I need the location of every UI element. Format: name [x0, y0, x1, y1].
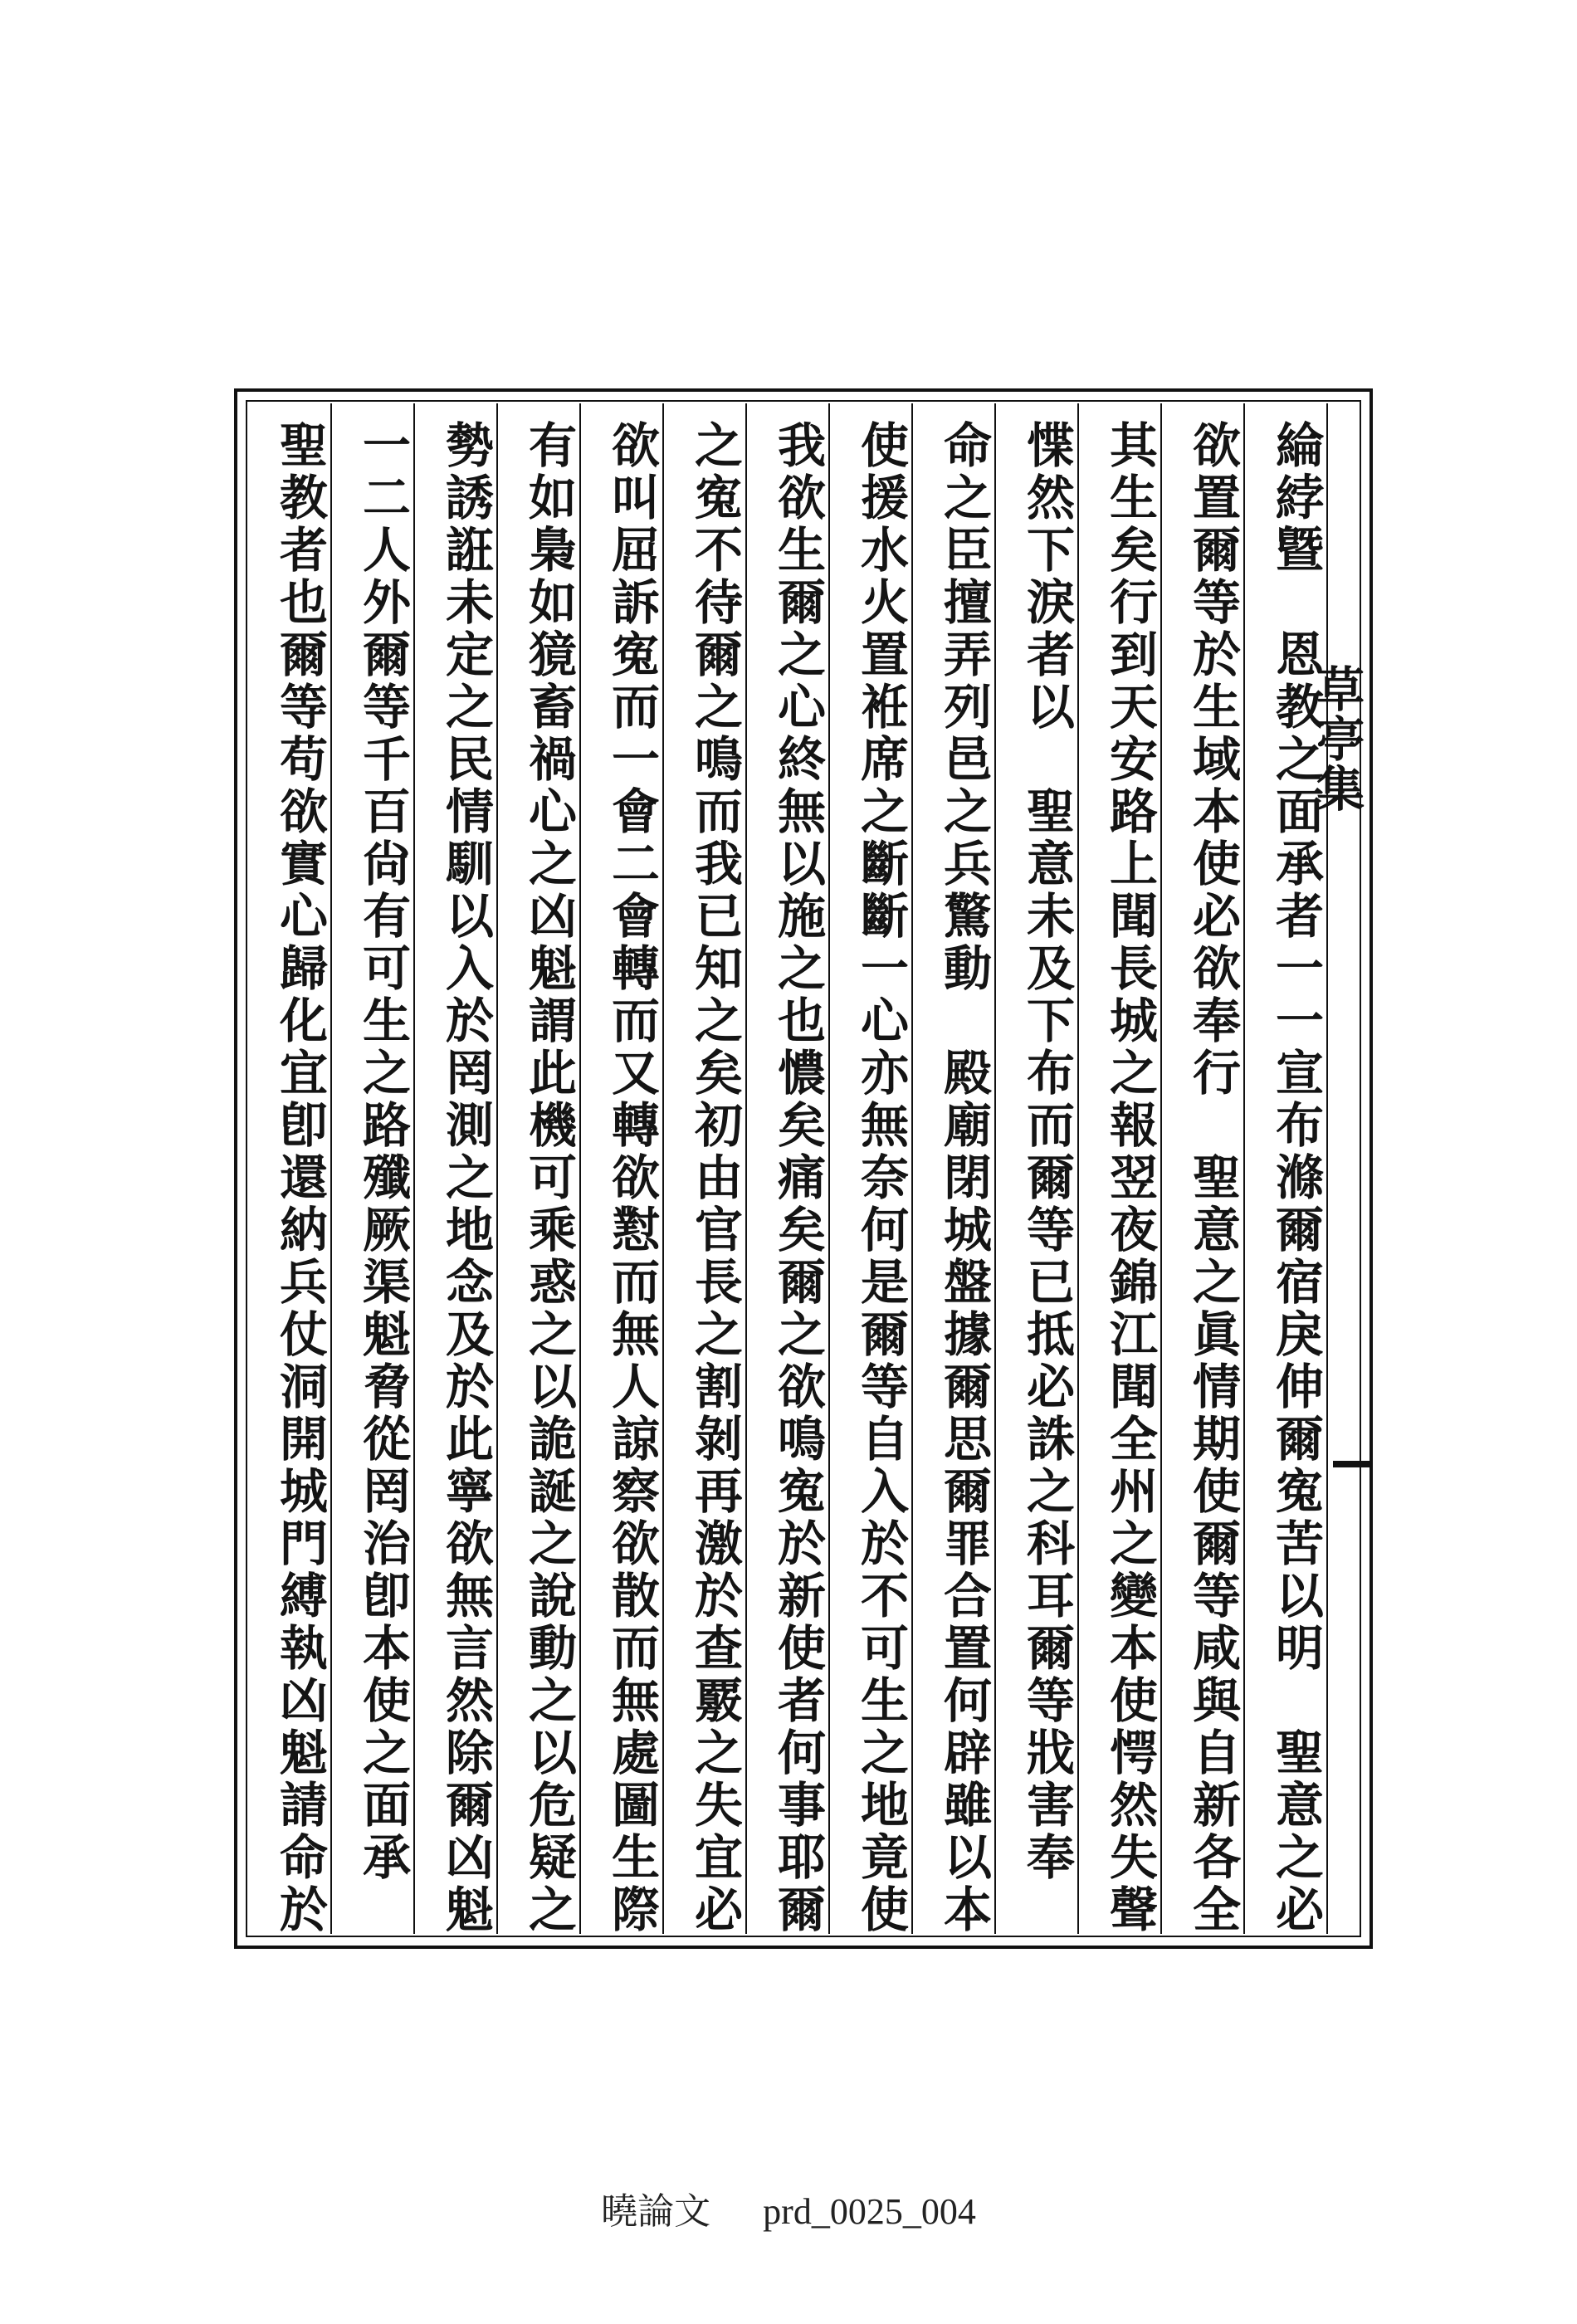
text-frame-inner-border [246, 400, 1361, 1937]
text-column-8: 之寃不待爾之鳴而我已知之矣初由官長之割剝再激於查覈之失宜必 [686, 420, 743, 1936]
text-column-5: 命之臣擅弄列邑之兵驚動 殿廟閉城盤據爾思爾罪合置何辟雖以本 [935, 420, 992, 1936]
text-column-9: 欲叫屈訴寃而一會二會轉而又轉欲懟而無人諒察欲散而無處圖生際 [603, 420, 660, 1936]
caption-author: 曉論文 [601, 2191, 711, 2232]
text-column-10: 有如梟如獍畜禍心之凶魁謂此機可乘惑之以詭誕之說動之以危疑之 [520, 420, 577, 1936]
page-caption [0, 2181, 1577, 2234]
text-column-1: 綸綍曁 恩教之面承者一一宣布滌爾宿戾伸爾寃苦以明 聖意之必 [1267, 420, 1324, 1936]
margin-book-title: 草亭集 [1308, 664, 1365, 813]
text-column-13: 聖教者也爾等苟欲實心歸化宜卽還納兵仗洞開城門縛執凶魁請命於 [271, 420, 328, 1936]
text-column-7: 我欲生爾之心終無以施之也憹矣痛矣爾之欲鳴寃於新使者何事耶爾 [769, 420, 826, 1936]
text-column-12: 一二人外爾等千百尙有可生之路殲厥渠魁脅從罔治卽本使之面承 [354, 420, 411, 1884]
text-column-3: 其生矣行到天安路上聞長城之報翌夜錦江聞全州之變本使愕然失聲 [1101, 420, 1158, 1936]
caption-page-id: prd_0025_004 [763, 2191, 976, 2232]
text-column-4: 惵然下淚者以 聖意未及下布而爾等已抵必誅之科耳爾等戕害奉 [1018, 420, 1075, 1884]
text-frame [234, 388, 1373, 1949]
margin-page-mark [1333, 1461, 1370, 1467]
text-column-2: 欲置爾等於生域本使必欲奉行 聖意之眞情期使爾等咸與自新各全 [1184, 420, 1241, 1936]
text-column-11: 勢誘誑未定之民情馴以入於罔測之地念及於此寧欲無言然除爾凶魁 [437, 420, 494, 1936]
text-column-6: 使援水火置袵席之斷斷一心亦無奈何是爾等自入於不可生之地竟使 [852, 420, 909, 1936]
